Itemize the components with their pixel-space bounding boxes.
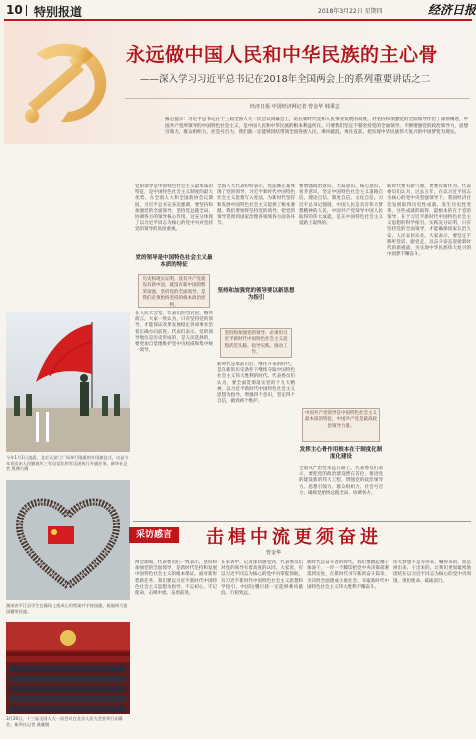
sub-article-column-1: 两会期间，代表委员们一致表示，坚持和加强党的全面领导，是新时代坚持和发展中国特色社会主义的根本保证。面对新形势新任务，我们要以习近平新时代中国特色社会主义思想为指导，不忘初心、牢记使命，击楫中流、奋勇前进。 bbox=[135, 560, 217, 597]
column-3-pullquote: 中国共产党领导是中国特色社会主义最本质的特征，中国共产党是最高政治领导力量。 bbox=[302, 408, 380, 442]
hall-photo-caption: 3月20日，十三届全国人大一次会议在北京人民大会堂举行闭幕会。新华社记者 燕雁摄 bbox=[6, 716, 123, 727]
great-hall-photo bbox=[6, 622, 130, 714]
sub-article-title: 击楫中流更须奋进 bbox=[206, 527, 382, 548]
party-emblem-icon bbox=[6, 24, 128, 142]
heart-formation-photo bbox=[6, 480, 130, 600]
sub-article-author: 曾金华 bbox=[266, 550, 282, 556]
flag-photo-caption: 今年1月1日凌晨，北京天安门广场举行隆重的升国旗仪式，这是今年首次由人民解放军三军仪仗队和军乐团执行升旗任务。新华社记者 殷博古摄 bbox=[6, 455, 129, 472]
column-2-pullquote: 坚持和加强党的领导，必须用习近平新时代中国特色社会主义思想武装头脑、指导实践、推动工作。 bbox=[220, 328, 292, 358]
newspaper-logo: 经济日报 bbox=[428, 3, 476, 17]
article-column-4-text: 新时代要有新气象，更要有新作为。代表委员们认为，过去五年，在以习近平同志为核心的党中央坚强领导下，我国经济社会发展取得历史性成就、发生历史性变革。这些成就的取得，最根本的在于党的领导，在于习近平新时代中国特色社会主义思想的科学指引。实践充分证明，只有坚持党的全面领导，才能确保国家长治久安、人民安居乐业。大家表示，要坚定不移听党话、跟党走，以奋斗姿态迎接新时代的新挑战，为实现中华民族伟大复兴的中国梦不懈奋斗。 bbox=[387, 184, 471, 258]
article-column-2-text: 全国人大代表纷纷表示，宪法修正案体现了党的领导，习近平新时代中国特色社会主义思想写入宪法，为新时代坚持和发展中国特色社会主义提供了根本遵循。我们要始终坚持党的领导，把党的领导贯彻到国家治理各领域各方面各环节。 bbox=[217, 184, 295, 227]
column-3-heading: 发挥主心骨作用根本在于制度化制度化建设 bbox=[299, 447, 383, 460]
heart-photo-caption: 湖南省平江县学生在操场上组成心形图案并手持国旗，祝福伟大祖国繁荣昌盛。 bbox=[6, 603, 128, 614]
sub-article-tag: 采访感言 bbox=[129, 527, 179, 543]
section-name: 特别报道 bbox=[34, 5, 83, 19]
column-2-heading: 坚持和加强党的领导要以新思想为指引 bbox=[217, 288, 295, 301]
article-column-1-text-2: 在人民大会堂，代表们热烈讨论、畅所欲言。大家一致认为，只有坚持党的领导，才能保证改革发展稳定各项事业沿着正确方向前进。代表们表示，党的领导地位是历史形成的，是人民选择的，要更加自觉地维护党中央权威和集中统一领导。 bbox=[135, 311, 213, 354]
banner-rule bbox=[125, 98, 470, 99]
header-divider bbox=[26, 5, 27, 16]
intro-paragraph: 核心提示：习近平总书记在十三届全国人大一次会议闭幕会上，站在新时代党和人民事业发展的高度，对坚持和加强党的全面领导作出了深刻阐述，中国共产党所领导的中国特色社会主义，是中国人民和中华民族的根本利益所在。只要我们坚定不移坚持党的全面领导，不断增强党的政治领导力、思想引领力、群众组织力、社会号召力，我们就一定能够团结带领全国各族人民，乘风破浪、勇往直前，把实现中华民族伟大复兴的中国梦变为现实。 bbox=[165, 117, 469, 136]
page-number: 10 bbox=[6, 3, 23, 17]
sub-article-column-4: 伟大梦想不是等得来、喊得来的，而是拼出来、干出来的。让我们更加紧密地团结在以习近平同志为核心的党中央周围，勇担使命、砥砺前行。 bbox=[393, 560, 471, 584]
great-hall-illustration bbox=[6, 622, 130, 714]
header-rule bbox=[4, 19, 472, 21]
article-column-3-text-2: 全面从严治党永远在路上。代表委员们表示，要把党的政治建设摆在首位，推进党的建设新的伟大工程，增强党的政治领导力、思想引领力、群众组织力、社会号召力，确保党始终总揽全局、协调各方。 bbox=[299, 466, 383, 496]
flag-raising-illustration bbox=[6, 312, 130, 452]
main-article-byline: 经济日报·中国经济网记者 曾金华 韩秉志 bbox=[250, 104, 340, 110]
column-1-pullquote: 历史和现实证明，没有共产党就没有新中国，就没有新中国的繁荣富强。坚持党的全面领导，是我们必须始终坚持的根本政治原则。 bbox=[138, 274, 210, 308]
main-article-title: 永远做中国人民和中华民族的主心骨 bbox=[126, 44, 439, 66]
sub-article-column-2: 在采访中，记者深切感受到，代表委员们对党的领导有着高度的认同。大家说，有以习近平同志为核心的党中央掌舵领航，有习近平新时代中国特色社会主义思想科学指引，中国这艘巨轮一定能够乘风破浪、行稳致远。 bbox=[221, 560, 303, 597]
sub-article-column-3: 新时代是奋斗者的时代。我们要撸起袖子加油干，一步一个脚印把党中央决策部署落到实处，在新时代书写新的奋斗篇章，为决胜全面建成小康社会、夺取新时代中国特色社会主义伟大胜利不懈奋斗。 bbox=[307, 560, 389, 590]
article-column-1-text: 党的领导是中国特色社会主义最本质的特征，是中国特色社会主义制度的最大优势。在全国人大和全国政协会议期间，习近平总书记多次强调，要坚持和加强党的全面领导，坚持党总揽全局、协调各方的领导核心作用。这充分体现了以习近平同志为核心的党中央对坚持党的领导的高度重视。 bbox=[135, 184, 213, 233]
section-divider bbox=[133, 521, 471, 522]
article-column-2-text-2: 新时代是承前启后、继往开来的时代，是在新的历史条件下继续夺取中国特色社会主义伟大胜利的时代。代表委员们认为，要全面贯彻落实党的十九大精神，以习近平新时代中国特色社会主义思想为指导，增强四个意识，坚定四个自信，做到两个维护。 bbox=[217, 362, 295, 405]
heart-illustration bbox=[6, 480, 130, 600]
article-column-3-text: 要增强政治意识、大局意识、核心意识、看齐意识，坚定中国特色社会主义道路自信、理论自信、制度自信、文化自信。习近平总书记强调，中国人民是具有伟大梦想精神的人民，中国共产党领导中国人民取得的伟大成就，是在中国特色社会主义道路上取得的。 bbox=[299, 184, 383, 227]
flag-raising-photo bbox=[6, 312, 130, 452]
issue-date: 2018年3月22日 星期四 bbox=[318, 8, 383, 15]
main-article-subtitle: ——深入学习习近平总书记在2018年全国两会上的系列重要讲话之二 bbox=[140, 74, 431, 85]
column-1-heading: 党的领导是中国特色社会主义最本质的特征 bbox=[135, 255, 213, 268]
